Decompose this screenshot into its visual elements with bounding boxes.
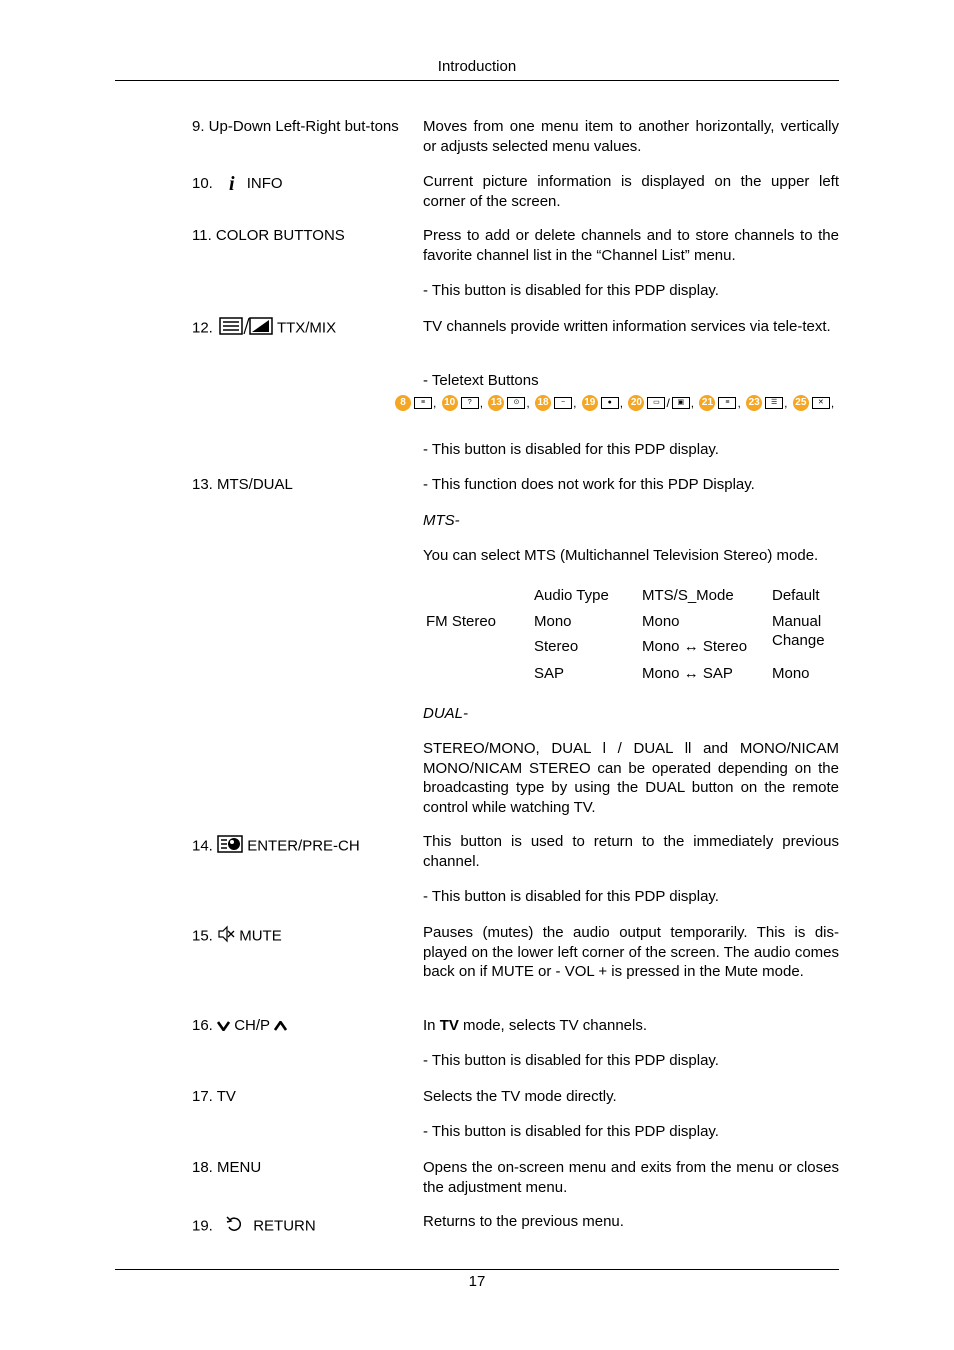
teletext-badge: 8 bbox=[395, 395, 411, 411]
mts-table-cell: Manual Change bbox=[772, 613, 825, 649]
mts-table-header: Default bbox=[772, 587, 820, 604]
item-desc-info: Current picture information is displayed on the upper left corner of the screen. bbox=[423, 173, 839, 210]
return-icon bbox=[225, 1215, 243, 1238]
item-note-tv: - This button is disabled for this PDP display. bbox=[423, 1123, 719, 1140]
item-name: INFO bbox=[246, 175, 283, 192]
item-name: RETURN bbox=[253, 1217, 316, 1235]
teletext-badge: 10 bbox=[442, 395, 458, 411]
chevron-up-icon bbox=[274, 1017, 287, 1036]
item-note-color-buttons: - This button is disabled for this PDP display. bbox=[423, 282, 719, 299]
item-label-menu: 18. MENU bbox=[192, 1159, 262, 1176]
item-label-info bbox=[192, 173, 402, 196]
item-number: 16. bbox=[192, 1017, 213, 1034]
info-icon: i bbox=[229, 173, 235, 196]
mts-table-cell: Mono bbox=[772, 665, 810, 682]
mute-icon bbox=[217, 925, 235, 948]
mts-table-cell: Stereo bbox=[534, 638, 579, 655]
teletext-badge: 18 bbox=[535, 395, 551, 411]
item-label-up-down: 9. Up-Down Left-Right but-tons bbox=[192, 118, 399, 135]
mts-table-cell: Mono ↔ SAP bbox=[642, 665, 733, 682]
item-note-ttx-mix: - This button is disabled for this PDP display. bbox=[423, 441, 719, 458]
teletext-key-icon: ✕ bbox=[812, 397, 830, 409]
teletext-key-icon: ≡ bbox=[718, 397, 736, 409]
item-label-ch-p bbox=[192, 1016, 402, 1036]
teletext-badge: 21 bbox=[699, 395, 715, 411]
page-header-title: Introduction bbox=[437, 58, 517, 75]
teletext-badge: 20 bbox=[628, 395, 644, 411]
footer-rule bbox=[115, 1269, 839, 1270]
chevron-down-icon bbox=[217, 1017, 230, 1036]
mts-table-cell: Mono ↔ Stereo bbox=[642, 638, 748, 655]
item-desc-menu: Opens the on-screen menu and exits from the menu or closes the adjustment menu. bbox=[423, 1159, 839, 1196]
item-note-ch-p: - This button is disabled for this PDP display. bbox=[423, 1052, 719, 1069]
teletext-key-icon: − bbox=[554, 397, 572, 409]
mts-heading: MTS- bbox=[423, 512, 460, 529]
item-desc-ttx-mix: TV channels provide written information services via tele-text. bbox=[423, 318, 831, 335]
teletext-badge: 19 bbox=[582, 395, 598, 411]
item-label-mts-dual: 13. MTS/DUAL bbox=[192, 476, 293, 493]
item-name: TTX/MIX bbox=[276, 319, 337, 337]
teletext-badge: 23 bbox=[746, 395, 762, 411]
item-number: 15. bbox=[192, 927, 213, 945]
item-name: MUTE bbox=[239, 927, 282, 945]
item-desc-mute: Pauses (mutes) the audio output temporarily. This is dis-played on the lower left corner of the screen. The audio comes back on if MUTE or - VOL + is pressed in the Mute mode. bbox=[423, 924, 839, 980]
item-desc-enter-pre-ch: This button is used to return to the immediately previous channel. bbox=[423, 833, 839, 870]
mts-table-header: MTS/S_Mode bbox=[642, 587, 734, 604]
dual-heading: DUAL- bbox=[423, 705, 469, 722]
teletext-key-icon: ☰ bbox=[765, 397, 783, 409]
mts-table-cell: SAP bbox=[534, 665, 565, 682]
mts-description: You can select MTS (Multichannel Television Stereo) mode. bbox=[423, 547, 819, 564]
mts-table-cell: Mono bbox=[534, 613, 572, 630]
item-number: 14. bbox=[192, 837, 213, 855]
teletext-key-icon: ⊙ bbox=[507, 397, 525, 409]
teletext-key-icon: ▣ bbox=[672, 397, 690, 409]
mts-table-row-label: FM Stereo bbox=[426, 613, 497, 630]
item-desc-mts-dual: - This function does not work for this PDP Display. bbox=[423, 476, 755, 493]
teletext-badge: 25 bbox=[793, 395, 809, 411]
header-rule bbox=[115, 80, 839, 81]
item-desc-tv: Selects the TV mode directly. bbox=[423, 1088, 617, 1105]
ttx-mix-icon bbox=[219, 317, 273, 340]
desc-suffix: mode, selects TV channels. bbox=[458, 1017, 648, 1034]
item-number: 19. bbox=[192, 1217, 213, 1235]
teletext-key-icon: ▭ bbox=[647, 397, 665, 409]
item-name: CH/P bbox=[234, 1017, 270, 1034]
item-number: 12. bbox=[192, 319, 213, 337]
item-desc-color-buttons: Press to add or delete channels and to store channels to the favorite channel list in the “Channel List” menu. bbox=[423, 227, 839, 264]
item-desc-ch-p bbox=[423, 1016, 839, 1036]
item-label-enter-pre-ch bbox=[192, 835, 402, 858]
teletext-button-row: 8 ≡ , 10 ? , 13 ⊙ , 18 − , 19 ● , 20 ▭ / ▣ , 21 ≡ , 23 ☰ , 25 ✕ , bbox=[395, 395, 836, 411]
item-name: ENTER/PRE-CH bbox=[247, 837, 360, 855]
item-note-teletext-buttons: - Teletext Buttons bbox=[423, 372, 539, 389]
item-label-return bbox=[192, 1215, 402, 1238]
teletext-key-icon: ? bbox=[461, 397, 479, 409]
item-label-tv: 17. TV bbox=[192, 1088, 236, 1105]
dual-description: STEREO/MONO, DUAL l / DUAL ll and MONO/NICAM MONO/NICAM STEREO can be operated depending on the broadcasting type by using the DUAL button on the remote control while watching TV. bbox=[423, 740, 839, 816]
teletext-key-icon: ● bbox=[601, 397, 619, 409]
item-label-color-buttons: 11. COLOR BUTTONS bbox=[192, 227, 345, 244]
item-note-enter-pre-ch: - This button is disabled for this PDP display. bbox=[423, 888, 719, 905]
desc-bold-tv: TV bbox=[439, 1017, 459, 1034]
teletext-key-icon: ≡ bbox=[414, 397, 432, 409]
enter-pre-ch-icon bbox=[217, 835, 243, 858]
page-number: 17 bbox=[468, 1273, 486, 1290]
teletext-badge: 13 bbox=[488, 395, 504, 411]
item-label-ttx-mix bbox=[192, 317, 402, 340]
item-desc-up-down: Moves from one menu item to another horizontally, vertically or adjusts selected menu values. bbox=[423, 118, 839, 155]
item-label-mute bbox=[192, 925, 402, 948]
mts-table-cell: Mono bbox=[642, 613, 680, 630]
desc-prefix: In bbox=[423, 1017, 440, 1034]
item-number: 10. bbox=[192, 175, 213, 192]
item-desc-return: Returns to the previous menu. bbox=[423, 1213, 624, 1230]
mts-table-header: Audio Type bbox=[534, 587, 609, 604]
